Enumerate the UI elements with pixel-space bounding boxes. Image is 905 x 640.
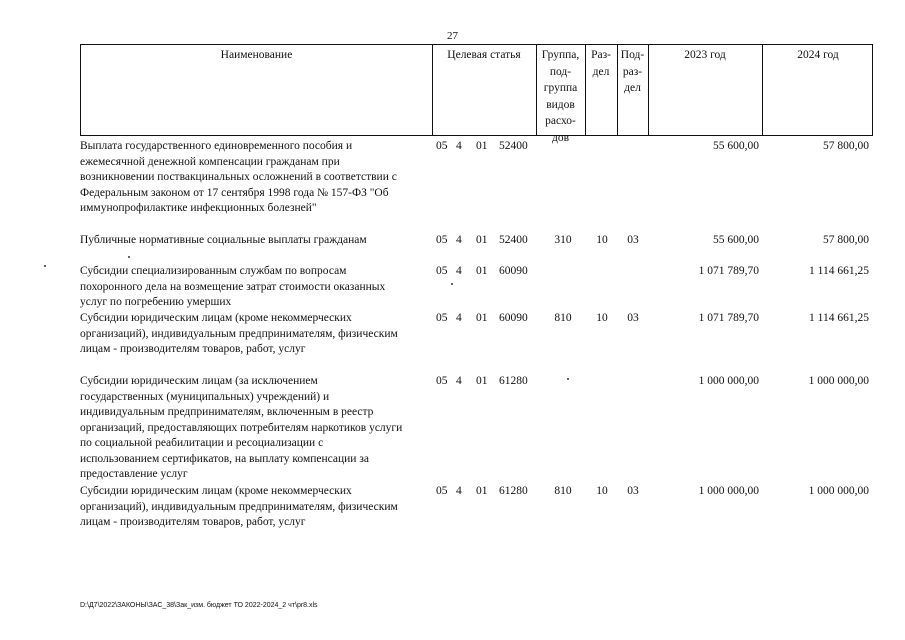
row-name-line: похоронного дела на возмещение затрат стоимости оказанных: [80, 280, 386, 293]
amount-2024: 57 800,00: [823, 234, 869, 246]
header-name: Наименование: [220, 49, 293, 61]
code-program: 05: [436, 375, 448, 387]
group-code: 810: [554, 485, 572, 497]
code-event: 01: [476, 485, 488, 497]
row-name-line: иммунопрофилактике инфекционных болезней": [80, 202, 317, 214]
header-group-line: дов: [551, 131, 570, 144]
code-direction: 52400: [499, 234, 528, 246]
row-name-line: Выплата государственного единовременного пособия и: [80, 140, 353, 152]
row-name-line: организаций), индивидуальным предпринимателям, физическим: [80, 500, 398, 513]
code-subprogram: 4: [456, 140, 462, 152]
code-event: 01: [476, 375, 488, 387]
row-name-line: по социальной реабилитации и ресоциализации с: [80, 437, 324, 449]
header-group-line: под-: [549, 65, 572, 78]
row-name: [80, 484, 432, 531]
code-subprogram: 4: [456, 312, 462, 324]
subsection-code: 03: [627, 234, 639, 246]
row-name-line: использованием сертификатов, на выплату компенсации за: [80, 452, 369, 465]
amount-2024: 1 114 661,25: [809, 265, 869, 277]
code-subprogram: 4: [456, 234, 462, 246]
amount-2024: 1 114 661,25: [809, 312, 869, 324]
row-name-line: лицам - производителям товаров, работ, услуг: [80, 516, 306, 528]
header-section-line: Раз-: [591, 49, 611, 61]
group-code: 310: [554, 234, 572, 246]
row-name: [80, 264, 432, 311]
code-event: 01: [476, 312, 488, 324]
header-section-line: дел: [592, 65, 610, 78]
header-group-line: группа: [543, 82, 578, 94]
row-name-line: организаций, предоставляющих потребителям наркотиков услуги: [80, 421, 403, 434]
code-direction: 61280: [499, 375, 528, 387]
row-name-line: ежемесячной денежной компенсации гражданам при: [80, 155, 340, 168]
amount-2023: 1 071 789,70: [698, 265, 759, 277]
section-code: 10: [596, 485, 608, 497]
header-subsection-line: Под-: [620, 49, 645, 61]
code-event: 01: [476, 234, 488, 246]
code-direction: 52400: [499, 140, 528, 152]
scan-speck: [44, 265, 46, 267]
subsection-code: 03: [627, 312, 639, 324]
scan-speck: [451, 283, 453, 285]
amount-2024: 1 000 000,00: [808, 375, 869, 387]
code-event: 01: [476, 140, 488, 152]
row-name-line: индивидуальным предпринимателям, включенным в реестр: [80, 406, 374, 418]
code-program: 05: [436, 485, 448, 497]
section-code: 10: [596, 312, 608, 324]
row-name-line: Федеральным законом от 17 сентября 1998 года № 157-ФЗ "Об: [80, 186, 389, 199]
code-direction: 61280: [499, 485, 528, 497]
scan-speck: [567, 378, 569, 380]
row-name: [80, 233, 432, 249]
row-name-line: услуг по погребению умерших: [80, 296, 232, 308]
code-subprogram: 4: [456, 375, 462, 387]
section-code: 10: [596, 234, 608, 246]
header-subsection: [617, 47, 648, 97]
amount-2023: 55 600,00: [713, 234, 759, 246]
scan-speck: [128, 256, 130, 258]
group-code: 810: [554, 312, 572, 324]
row-name-line: Субсидии юридическим лицам (за исключением: [80, 375, 318, 387]
amount-2023: 1 071 789,70: [698, 312, 759, 324]
code-subprogram: 4: [456, 485, 462, 497]
row-name-line: Субсидии специализированным службам по вопросам: [80, 265, 347, 277]
code-event: 01: [476, 265, 488, 277]
row-name-line: организаций), индивидуальным предпринимателям, физическим: [80, 327, 398, 340]
header-group-line: видов: [546, 98, 575, 111]
subsection-code: 03: [627, 485, 639, 497]
row-name-line: Субсидии юридическим лицам (кроме некоммерческих: [80, 312, 352, 324]
header-group-line: расхо-: [545, 115, 576, 127]
table-header: [80, 44, 873, 144]
row-name-line: Субсидии юридическим лицам (кроме некоммерческих: [80, 485, 352, 497]
amount-2023: 55 600,00: [713, 140, 759, 152]
header-target: Целевая статья: [447, 49, 521, 61]
row-name-line: лицам - производителям товаров, работ, услуг: [80, 343, 306, 355]
header-2023: 2023 год: [684, 49, 726, 61]
row-name-line: государственных (муниципальных) учреждений) и: [80, 390, 330, 403]
row-name: [80, 139, 432, 217]
footer-file-path: D:\Д7\2022\ЗАКОНЫ\ЗАС_38\Зак_изм. бюджет ТО 2022-2024_2 чт\pr8.xls: [80, 602, 318, 609]
row-name: [80, 374, 432, 483]
header-subsection-line: раз-: [622, 65, 643, 78]
amount-2024: 1 000 000,00: [808, 485, 869, 497]
code-subprogram: 4: [456, 265, 462, 277]
row-name-line: возникновении поствакцинальных осложнений в соответствии с: [80, 171, 397, 183]
code-direction: 60090: [499, 312, 528, 324]
code-direction: 60090: [499, 265, 528, 277]
row-name-line: Публичные нормативные социальные выплаты гражданам: [80, 234, 367, 246]
header-group: [536, 47, 585, 146]
code-program: 05: [436, 265, 448, 277]
code-program: 05: [436, 312, 448, 324]
amount-2024: 57 800,00: [823, 140, 869, 152]
code-program: 05: [436, 234, 448, 246]
row-name-line: предоставление услуг: [80, 468, 188, 480]
amount-2023: 1 000 000,00: [698, 485, 759, 497]
header-2024: 2024 год: [797, 49, 839, 61]
amount-2023: 1 000 000,00: [698, 375, 759, 387]
row-name: [80, 311, 432, 358]
code-program: 05: [436, 140, 448, 152]
page-number: 27: [447, 30, 458, 42]
header-subsection-line: дел: [624, 82, 641, 94]
header-group-line: Группа,: [541, 49, 580, 61]
header-section: [585, 47, 617, 80]
